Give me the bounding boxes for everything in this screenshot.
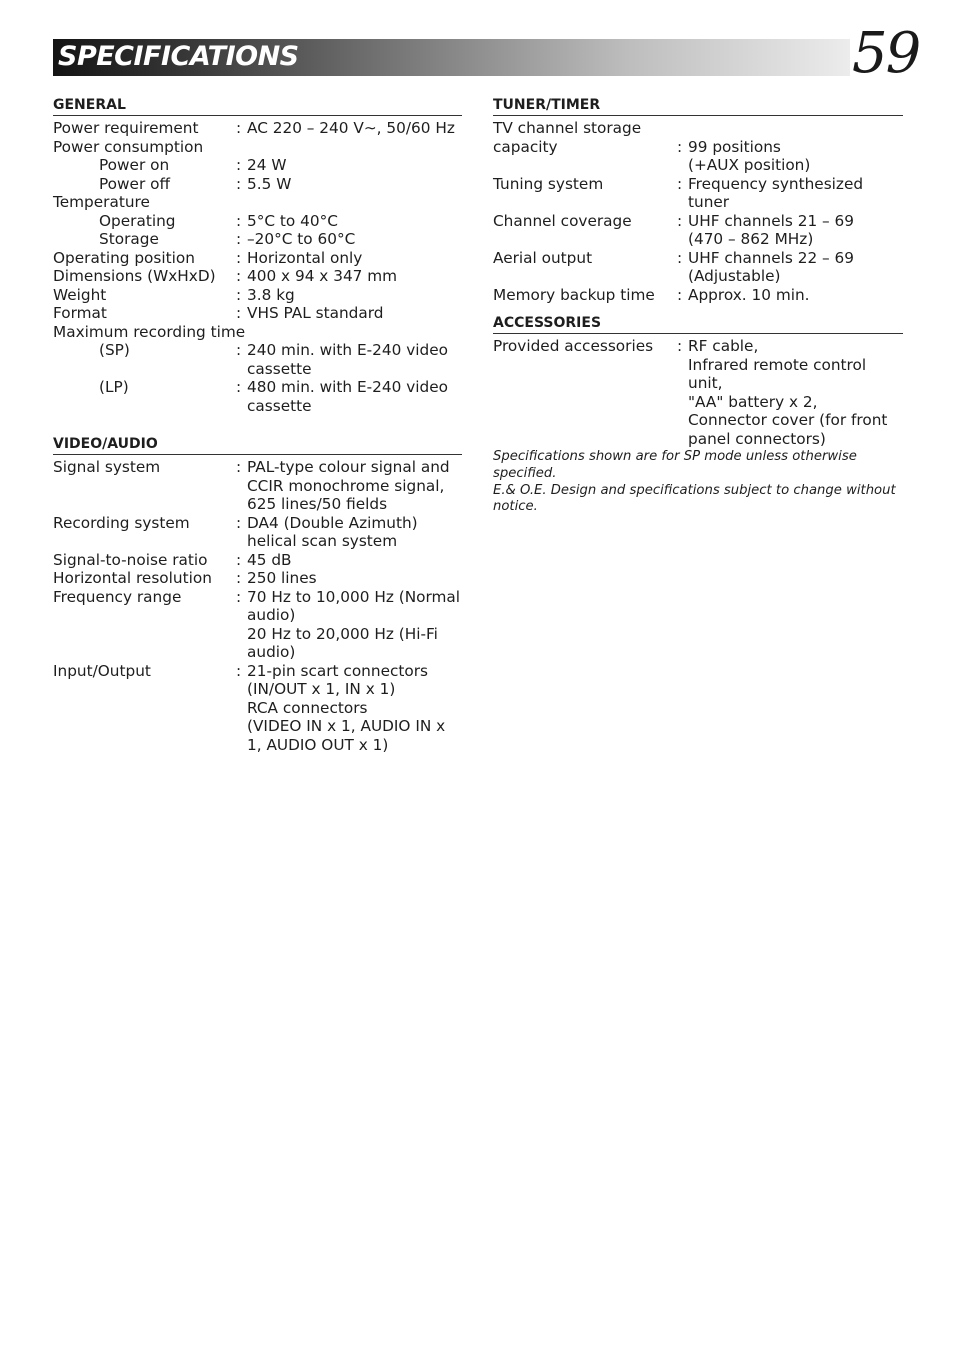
- spec-label: Recording system: [53, 513, 190, 532]
- spec-value: (+AUX position): [688, 156, 811, 174]
- footnote-line: Specifications shown are for SP mode unless otherwise specified.: [493, 449, 857, 481]
- tuner-timer-section: [493, 96, 903, 304]
- spec-row: Memory backup time : Approx. 10 min.: [493, 286, 903, 305]
- spec-row: [53, 193, 462, 212]
- spec-value: (VIDEO IN x 1, AUDIO IN x 1, AUDIO OUT x 1): [247, 717, 446, 754]
- spec-value: 70 Hz to 10,000 Hz (Normal audio): [247, 587, 461, 624]
- spec-label: Memory backup time: [493, 285, 655, 304]
- spec-value: 21-pin scart connectors (IN/OUT x 1, IN x 1): [247, 661, 429, 698]
- spec-value: (470 – 862 MHz): [688, 230, 814, 248]
- spec-row: Frequency range : 70 Hz to 10,000 Hz (Normal audio) 20 Hz to 20,000 Hz (Hi-Fi audio): [53, 587, 461, 661]
- spec-label: Frequency range: [53, 587, 182, 606]
- spec-value: 240 min. with E-240 video cassette: [247, 341, 448, 378]
- spec-label: Format: [53, 304, 107, 322]
- spec-row: Provided accessories : RF cable, Infrared remote control unit, "AA" battery x 2, Connector cover (for front panel connectors): [493, 337, 903, 448]
- spec-row: (SP) : 240 min. with E-240 video cassette: [53, 341, 462, 378]
- spec-value: Connector cover (for front panel connectors): [688, 411, 888, 448]
- spec-label: capacity: [493, 137, 558, 156]
- spec-label: (SP): [99, 341, 130, 359]
- section-title-video-audio: VIDEO/AUDIO: [53, 435, 462, 455]
- spec-label: Aerial output: [493, 248, 593, 267]
- spec-label: Power off: [99, 174, 171, 193]
- spec-label: Power consumption: [53, 137, 204, 156]
- spec-label: Maximum recording time: [53, 322, 246, 341]
- spec-row: Horizontal resolution : 250 lines: [53, 569, 462, 588]
- spec-value: 250 lines: [247, 569, 317, 587]
- spec-value: RF cable,: [688, 337, 759, 355]
- spec-row: Format : VHS PAL standard: [53, 304, 462, 323]
- spec-row: [53, 138, 462, 157]
- spec-row: Power on : 24 W: [53, 156, 462, 175]
- spec-label: Signal system: [53, 458, 161, 476]
- spec-value: RCA connectors: [247, 698, 368, 717]
- spec-label: Weight: [53, 285, 107, 304]
- spec-row: Signal-to-noise ratio : 45 dB: [53, 551, 462, 570]
- spec-row: [53, 323, 462, 342]
- spec-row: Tuning system : Frequency synthesized tuner: [493, 175, 903, 212]
- spec-row: Aerial output : UHF channels 22 – 69 (Adjustable): [493, 249, 903, 286]
- spec-value: 5°C to 40°C: [247, 211, 338, 230]
- spec-row: Dimensions (WxHxD) : 400 x 94 x 347 mm: [53, 267, 462, 286]
- spec-value: Approx. 10 min.: [688, 285, 810, 304]
- spec-value: Frequency synthesized tuner: [688, 174, 864, 211]
- spec-label: Power on: [99, 156, 170, 174]
- spec-value: DA4 (Double Azimuth) helical scan system: [247, 513, 418, 550]
- page-title: SPECIFICATIONS: [58, 41, 299, 72]
- spec-label: Dimensions (WxHxD): [53, 267, 216, 285]
- accessories-section: [493, 314, 903, 448]
- spec-value: Infrared remote control unit,: [688, 355, 867, 392]
- section-title-tuner-timer: TUNER/TIMER: [493, 96, 903, 116]
- spec-label: Input/Output: [53, 661, 151, 680]
- spec-label: Storage: [99, 230, 159, 248]
- spec-row: [493, 119, 903, 138]
- spec-row: Recording system : DA4 (Double Azimuth) helical scan system: [53, 514, 462, 551]
- spec-label: Channel coverage: [493, 211, 632, 230]
- spec-value: 45 dB: [247, 550, 292, 569]
- spec-label: Provided accessories: [493, 337, 654, 355]
- spec-row: capacity : 99 positions (+AUX position): [493, 138, 903, 175]
- section-title-general: GENERAL: [53, 96, 462, 116]
- spec-value: 480 min. with E-240 video cassette: [247, 378, 448, 415]
- footnote-line: E.& O.E. Design and specifications subject to change without notice.: [493, 482, 896, 515]
- footnote: [493, 449, 905, 516]
- spec-value: UHF channels 22 – 69: [688, 248, 855, 267]
- general-section: [53, 96, 462, 415]
- spec-row: Power requirement : AC 220 – 240 V∼, 50/60 Hz: [53, 119, 462, 138]
- spec-row: Signal system : PAL-type colour signal and CCIR monochrome signal, 625 lines/50 fields: [53, 458, 462, 514]
- spec-row: (LP) : 480 min. with E-240 video cassette: [53, 378, 462, 415]
- section-title-accessories: ACCESSORIES: [493, 314, 903, 334]
- spec-value: 20 Hz to 20,000 Hz (Hi-Fi audio): [247, 624, 438, 661]
- spec-value: 400 x 94 x 347 mm: [247, 267, 398, 285]
- video-audio-section: [53, 435, 462, 754]
- spec-label: Tuning system: [493, 174, 604, 193]
- spec-label: Horizontal resolution: [53, 569, 212, 587]
- page-number: 59: [852, 21, 920, 86]
- spec-row: Operating position : Horizontal only: [53, 249, 462, 268]
- spec-value: 5.5 W: [247, 174, 292, 193]
- spec-row: Channel coverage : UHF channels 21 – 69 (470 – 862 MHz): [493, 212, 903, 249]
- spec-label: Power requirement: [53, 119, 199, 137]
- spec-value: (Adjustable): [688, 267, 781, 285]
- spec-value: "AA" battery x 2,: [688, 392, 818, 411]
- spec-label: Signal-to-noise ratio: [53, 550, 208, 569]
- spec-row: Input/Output : 21-pin scart connectors (IN/OUT x 1, IN x 1) RCA connectors (VIDEO IN x 1, AUDIO IN x 1, AUDIO OUT x 1): [53, 662, 462, 755]
- spec-label: TV channel storage: [493, 119, 642, 137]
- spec-row: Weight : 3.8 kg: [53, 286, 462, 305]
- spec-value: 3.8 kg: [247, 285, 295, 304]
- spec-value: 24 W: [247, 156, 287, 174]
- spec-row: Power off : 5.5 W: [53, 175, 462, 194]
- spec-label: Operating position: [53, 248, 195, 267]
- spec-value: PAL-type colour signal and CCIR monochrome signal, 625 lines/50 fields: [247, 458, 450, 513]
- spec-label: (LP): [99, 378, 129, 396]
- spec-value: Horizontal only: [247, 248, 363, 267]
- spec-label: Temperature: [53, 193, 150, 211]
- spec-row: Operating : 5°C to 40°C: [53, 212, 462, 231]
- spec-value: AC 220 – 240 V∼, 50/60 Hz: [247, 119, 455, 137]
- spec-value: VHS PAL standard: [247, 304, 384, 322]
- spec-value: –20°C to 60°C: [247, 230, 356, 248]
- spec-value: UHF channels 21 – 69: [688, 211, 855, 230]
- spec-value: 99 positions: [688, 137, 781, 156]
- spec-label: Operating: [99, 211, 176, 230]
- spec-row: Storage : –20°C to 60°C: [53, 230, 462, 249]
